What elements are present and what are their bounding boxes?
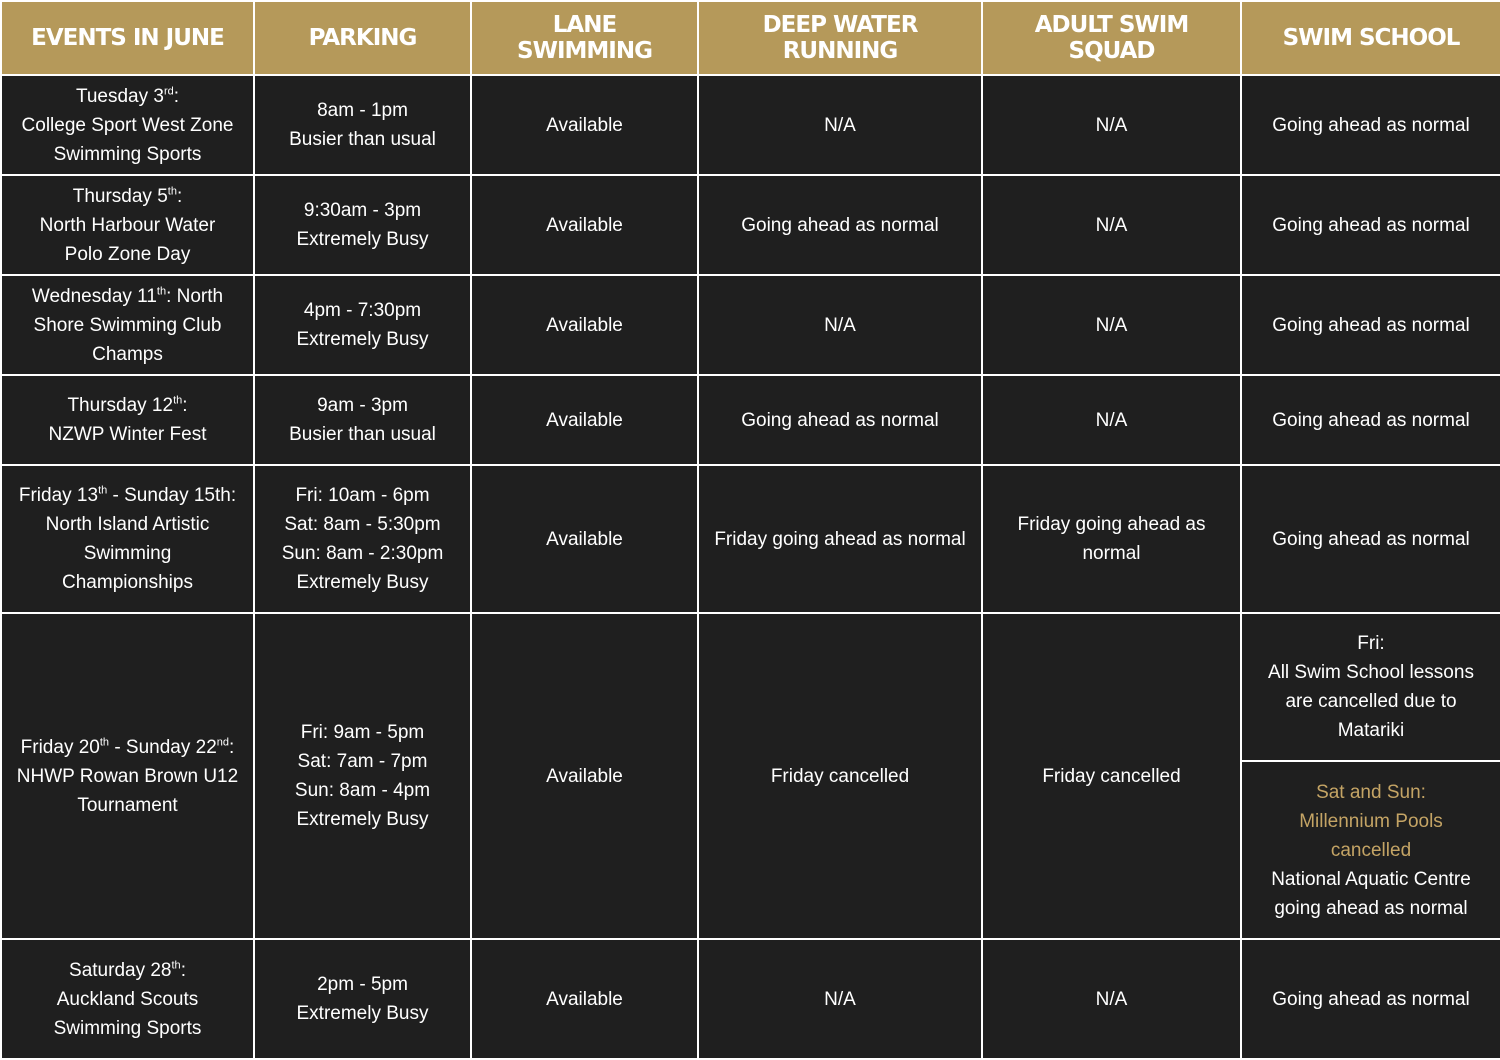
table-row <box>1 465 1500 613</box>
parking-cell: 4pm - 7:30pm Extremely Busy <box>254 275 471 375</box>
header-adult-swim-squad: ADULT SWIM SQUAD <box>982 1 1241 75</box>
swim-school-cell: Going ahead as normal <box>1241 75 1500 175</box>
table-row <box>1 375 1500 465</box>
parking-cell: 2pm - 5pm Extremely Busy <box>254 939 471 1059</box>
deep-water-running-cell: N/A <box>698 75 982 175</box>
header-parking: PARKING <box>254 1 471 75</box>
event-cell: Thursday 5th: North Harbour Water Polo Zone Day <box>1 175 254 275</box>
parking-cell: Fri: 9am - 5pm Sat: 7am - 7pm Sun: 8am - 4pm Extremely Busy <box>254 613 471 939</box>
lane-swimming-cell: Available <box>471 275 698 375</box>
swim-school-cell: Going ahead as normal <box>1241 939 1500 1059</box>
table-row <box>1 175 1500 275</box>
parking-cell: Fri: 10am - 6pm Sat: 8am - 5:30pm Sun: 8am - 2:30pm Extremely Busy <box>254 465 471 613</box>
event-cell: Friday 13th - Sunday 15th: North Island Artistic Swimming Championships <box>1 465 254 613</box>
header-events: EVENTS IN JUNE <box>1 1 254 75</box>
parking-cell: 9:30am - 3pm Extremely Busy <box>254 175 471 275</box>
lane-swimming-cell: Available <box>471 175 698 275</box>
header-swim-school: SWIM SCHOOL <box>1241 1 1500 75</box>
parking-cell: 9am - 3pm Busier than usual <box>254 375 471 465</box>
adult-swim-squad-cell: Friday going ahead as normal <box>982 465 1241 613</box>
adult-swim-squad-cell: N/A <box>982 375 1241 465</box>
event-cell: Saturday 28th: Auckland Scouts Swimming Sports <box>1 939 254 1059</box>
swim-school-cell: Going ahead as normal <box>1241 275 1500 375</box>
event-cell: Friday 20th - Sunday 22nd: NHWP Rowan Brown U12 Tournament <box>1 613 254 939</box>
adult-swim-squad-cell: N/A <box>982 939 1241 1059</box>
table-row <box>1 75 1500 175</box>
header-deep-water-running: DEEP WATER RUNNING <box>698 1 982 75</box>
event-cell: Thursday 12th: NZWP Winter Fest <box>1 375 254 465</box>
header-row <box>1 1 1500 75</box>
deep-water-running-cell: Going ahead as normal <box>698 175 982 275</box>
header-lane-swimming: LANE SWIMMING <box>471 1 698 75</box>
adult-swim-squad-cell: N/A <box>982 75 1241 175</box>
lane-swimming-cell: Available <box>471 939 698 1059</box>
lane-swimming-cell: Available <box>471 465 698 613</box>
deep-water-running-cell: Friday cancelled <box>698 613 982 939</box>
table-row <box>1 613 1500 761</box>
parking-cell: 8am - 1pm Busier than usual <box>254 75 471 175</box>
swim-school-cell: Going ahead as normal <box>1241 375 1500 465</box>
lane-swimming-cell: Available <box>471 375 698 465</box>
adult-swim-squad-cell: N/A <box>982 275 1241 375</box>
deep-water-running-cell: Friday going ahead as normal <box>698 465 982 613</box>
deep-water-running-cell: N/A <box>698 275 982 375</box>
table-row <box>1 939 1500 1059</box>
adult-swim-squad-cell: Friday cancelled <box>982 613 1241 939</box>
lane-swimming-cell: Available <box>471 75 698 175</box>
deep-water-running-cell: Going ahead as normal <box>698 375 982 465</box>
swim-school-cell: Going ahead as normal <box>1241 465 1500 613</box>
event-cell: Tuesday 3rd: College Sport West Zone Swimming Sports <box>1 75 254 175</box>
swim-school-fri-cell: Fri: All Swim School lessons are cancelled due to Matariki <box>1241 613 1500 761</box>
adult-swim-squad-cell: N/A <box>982 175 1241 275</box>
deep-water-running-cell: N/A <box>698 939 982 1059</box>
lane-swimming-cell: Available <box>471 613 698 939</box>
event-cell: Wednesday 11th: North Shore Swimming Club Champs <box>1 275 254 375</box>
swim-school-cell: Going ahead as normal <box>1241 175 1500 275</box>
table-row <box>1 275 1500 375</box>
swim-school-sat-sun-cell: Sat and Sun: Millennium Pools cancelled National Aquatic Centre going ahead as normal <box>1241 761 1500 939</box>
